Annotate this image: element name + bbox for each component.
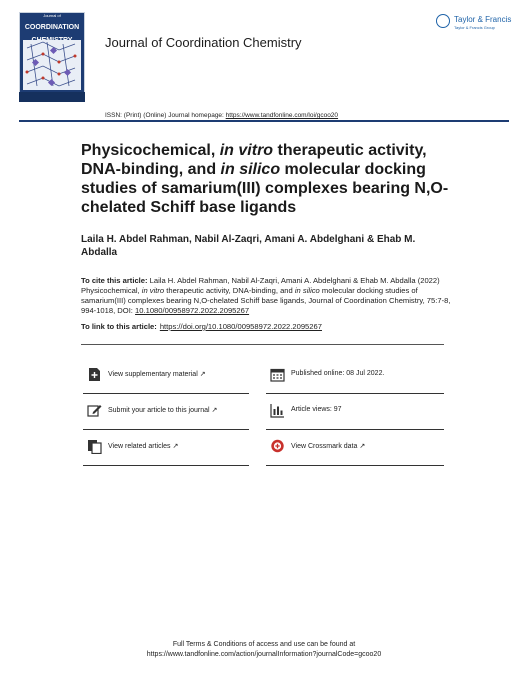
- external-link-icon: ↗: [199, 371, 206, 378]
- article-views-row: [266, 394, 444, 430]
- external-link-icon: ↗: [211, 407, 218, 414]
- related-articles-icon: [87, 439, 102, 454]
- calendar-icon: [270, 367, 285, 382]
- title-text-3: molecular docking studies of samarium(III) complexes bearing N,O-chelated Schiff base ligands: [81, 161, 449, 216]
- header-divider: [19, 120, 509, 122]
- citation-text-2: therapeutic activity, DNA-binding, and: [164, 286, 295, 295]
- cover-lattice-graphic: [23, 40, 81, 90]
- title-text-2: therapeutic activity, DNA-binding, and: [81, 142, 427, 178]
- external-link-icon: ↗: [359, 443, 366, 450]
- title-italic-1: in vitro: [219, 142, 274, 159]
- cover-bottom-bar: [19, 92, 85, 102]
- article-link-line: [81, 322, 451, 331]
- row-divider: [83, 465, 249, 466]
- article-title: [81, 141, 461, 217]
- row-divider: [266, 465, 444, 466]
- citation: [81, 276, 451, 316]
- supplementary-label: [108, 370, 206, 378]
- citation-label: To cite this article:: [81, 276, 148, 285]
- link-label: To link to this article:: [81, 322, 157, 331]
- citation-text-1: Laila H. Abdel Rahman, Nabil Al-Zaqri, Amani A. Abdelghani & Ehab M. Abdalla (2022) Physicochemical,: [81, 276, 440, 295]
- issn-text: ISSN: (Print) (Online) Journal homepage:: [105, 112, 224, 119]
- title-text-1: Physicochemical,: [81, 142, 220, 159]
- taylor-francis-logo[interactable]: [436, 12, 514, 36]
- submit-article-row[interactable]: [83, 394, 249, 430]
- external-link-icon: ↗: [172, 443, 179, 450]
- citation-italic-1: in vitro: [141, 286, 165, 295]
- doi-link[interactable]: 10.1080/00958972.2022.2095267: [135, 306, 250, 315]
- related-articles-row[interactable]: [83, 430, 249, 466]
- journal-homepage-link[interactable]: https://www.tandfonline.com/loi/gcoo20: [225, 112, 339, 119]
- supplementary-material-row[interactable]: [83, 358, 249, 394]
- footer-terms-url[interactable]: https://www.tandfonline.com/action/journalInformation?journalCode=gcoo20: [146, 651, 382, 658]
- published-date-row: [266, 358, 444, 394]
- crossmark-label: [291, 442, 365, 450]
- title-italic-2: in silico: [220, 161, 281, 178]
- submit-text: Submit your article to this journal: [108, 407, 210, 414]
- related-label: [108, 442, 178, 450]
- crossmark-icon: [270, 439, 285, 454]
- related-text: View related articles: [108, 443, 171, 450]
- journal-title[interactable]: Journal of Coordination Chemistry: [105, 35, 302, 50]
- add-file-icon: [87, 367, 102, 382]
- issn-line: [105, 112, 338, 119]
- crossmark-row[interactable]: [266, 430, 444, 466]
- article-authors: Laila H. Abdel Rahman, Nabil Al-Zaqri, Amani A. Abdelghani & Ehab M. Abdalla: [81, 234, 416, 258]
- publisher-name: Taylor & Francis: [454, 15, 512, 24]
- bar-chart-icon: [270, 403, 285, 418]
- footer: [0, 640, 528, 660]
- submit-label: [108, 406, 217, 414]
- citation-italic-2: in silico: [294, 286, 320, 295]
- published-date: Published online: 08 Jul 2022.: [291, 370, 385, 377]
- publisher-group: Taylor & Francis Group: [454, 25, 495, 30]
- edit-icon: [87, 403, 102, 418]
- cover-title-line2: COORDINATION: [24, 24, 80, 31]
- crossmark-text: View Crossmark data: [291, 443, 358, 450]
- article-doi-url[interactable]: https://doi.org/10.1080/00958972.2022.2095267: [159, 322, 322, 331]
- cover-title-small: Journal of: [43, 13, 61, 18]
- footer-terms-text: Full Terms & Conditions of access and use can be found at: [172, 641, 356, 648]
- publisher-logo-icon: [436, 14, 450, 28]
- supplementary-text: View supplementary material: [108, 371, 198, 378]
- citation-text-3: molecular docking studies of samarium(III) complexes bearing N,O-chelated Schiff base ligands, Journal of Coordination Chemistry, 75:7-8, 994-1018, DOI:: [81, 286, 451, 315]
- article-views: Article views: 97: [291, 406, 342, 413]
- link-divider: [81, 344, 444, 345]
- journal-cover-image: [19, 12, 85, 102]
